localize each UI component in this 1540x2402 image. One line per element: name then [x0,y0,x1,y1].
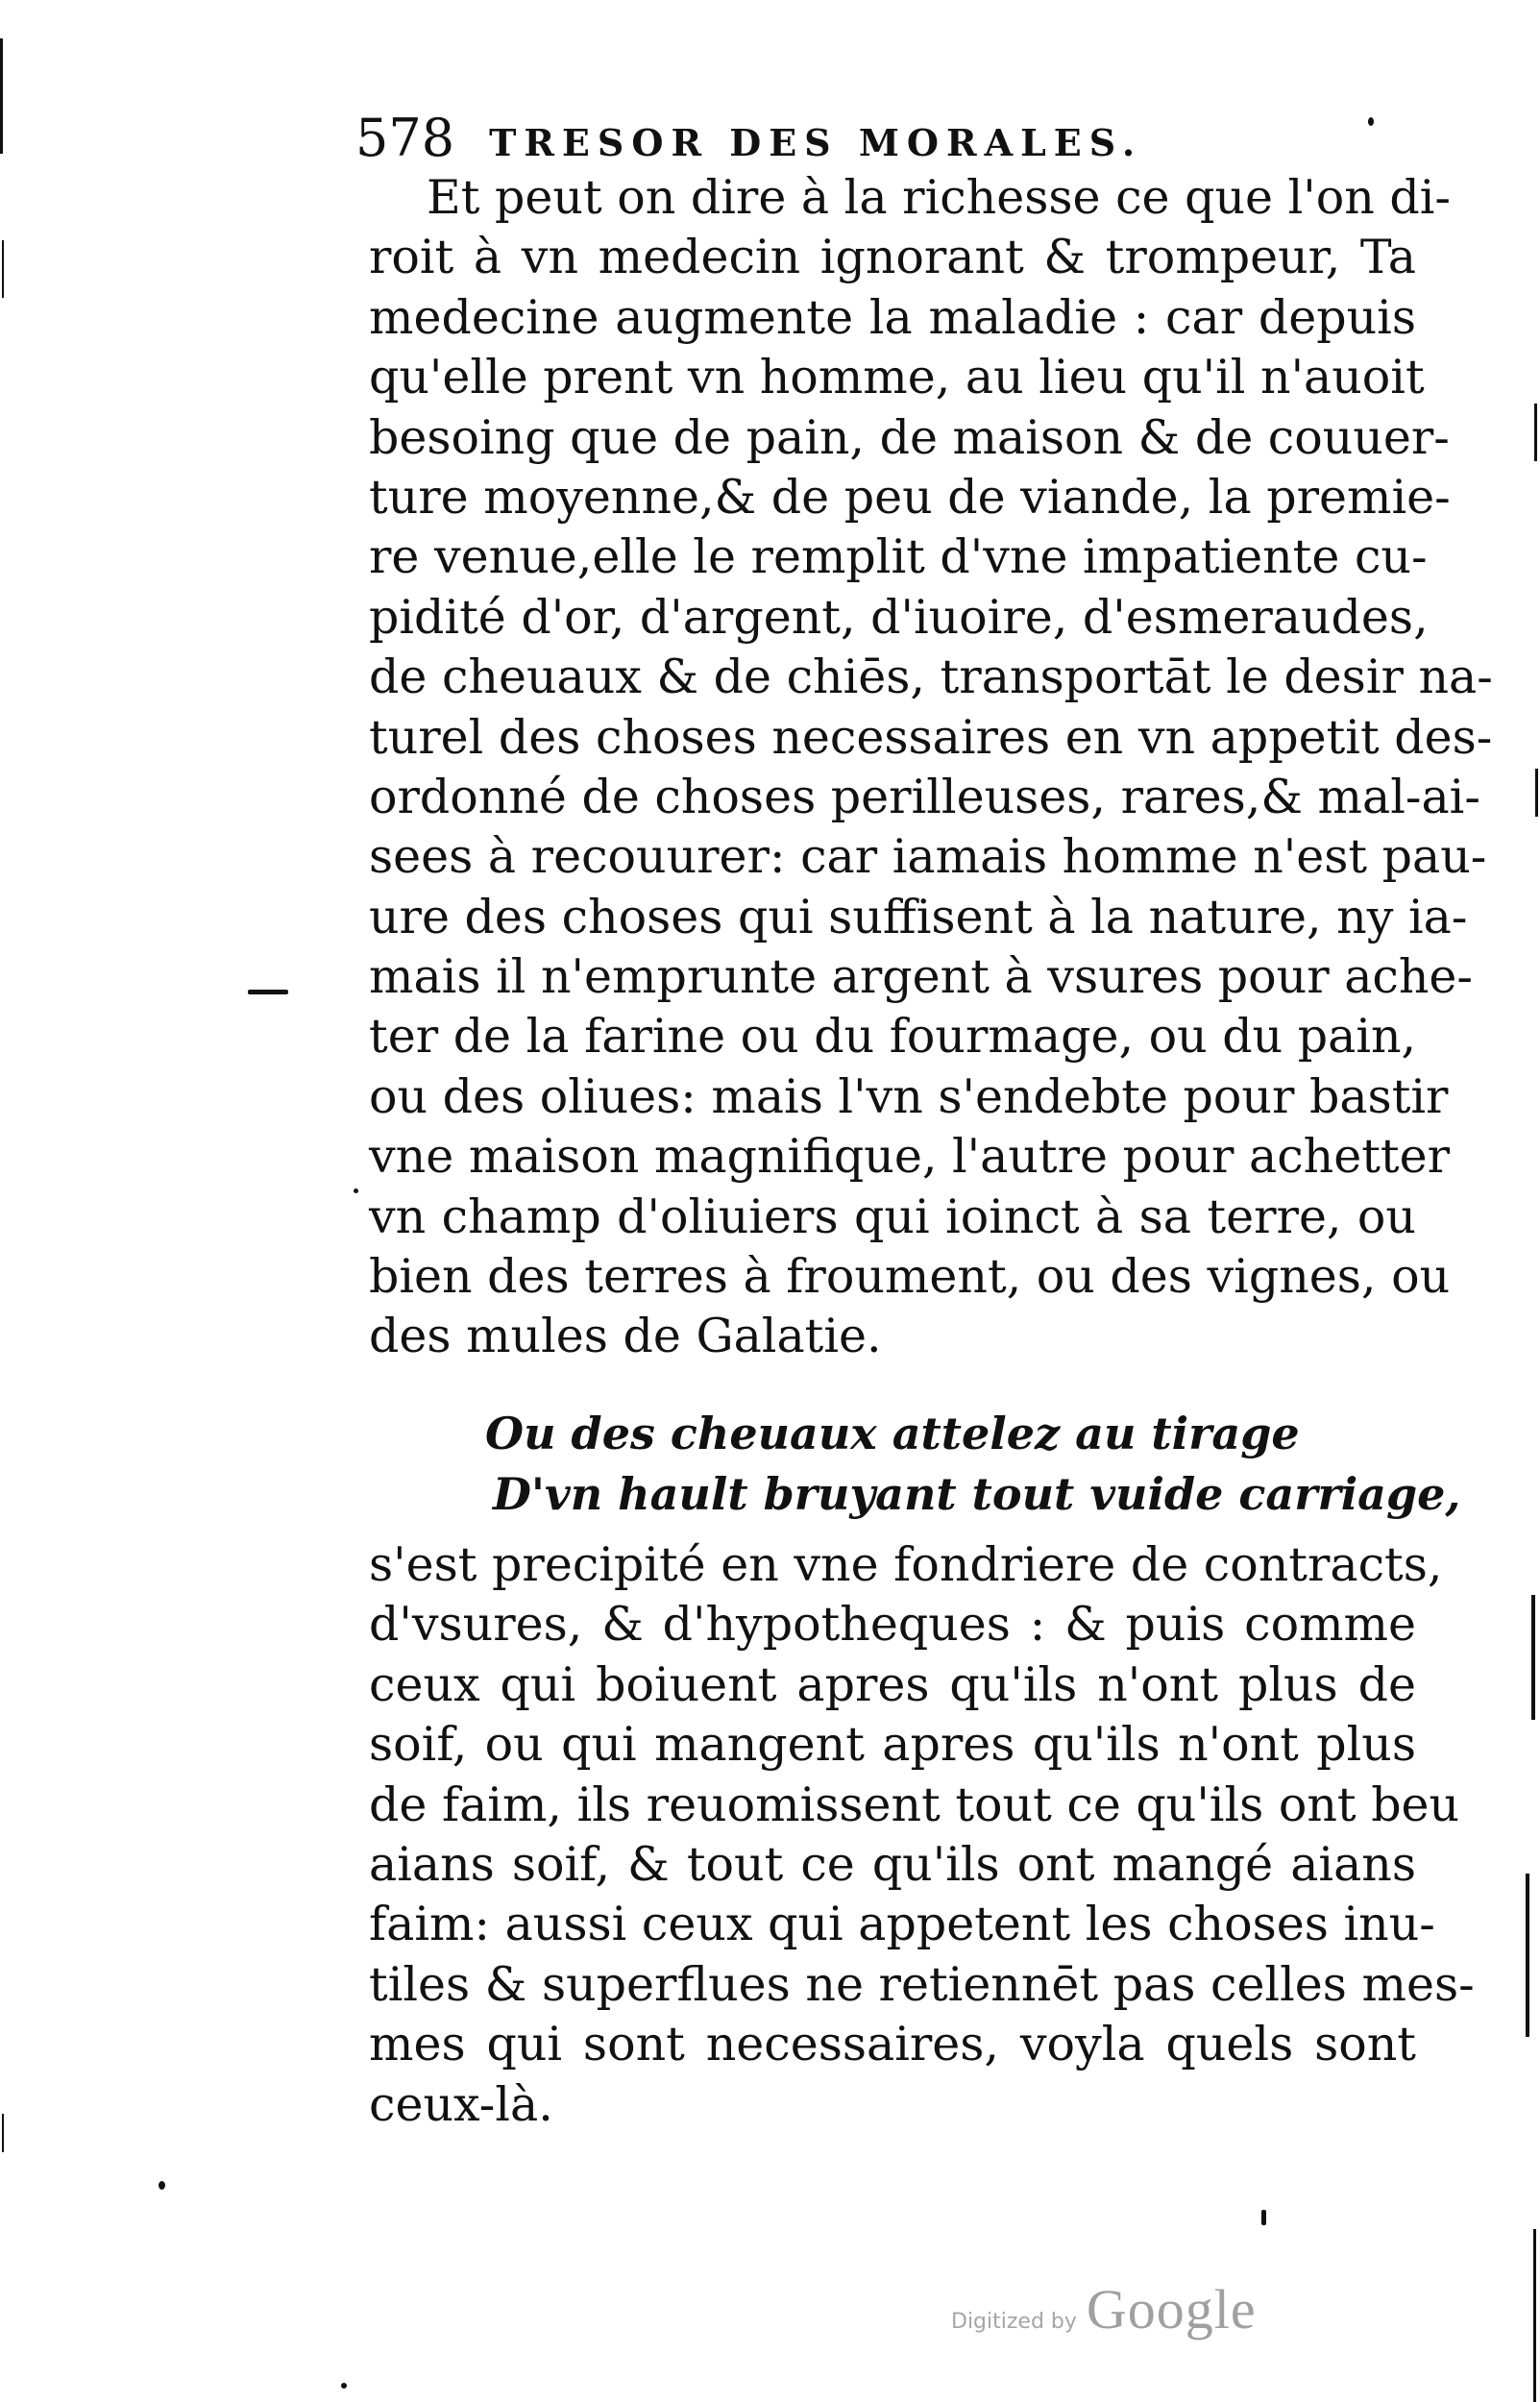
scan-edge-mark [1533,2229,1536,2402]
scan-edge-mark [2,240,4,298]
scan-edge-mark [1534,404,1537,461]
text-line: s'est precipité en vne fondriere de contracts, [369,1537,1443,1592]
watermark-prefix: Digitized by [951,2310,1077,2334]
text-line: ceux qui boiuent apres qu'ils n'ont plus de [369,1656,1416,1712]
scan-edge-mark [2,2114,4,2152]
text-line: bien des terres à froument, ou des vignes, ou [369,1249,1451,1305]
text-line: vn champ d'oliuiers qui ioinct à sa terre, ou [369,1189,1416,1244]
text-line: pidité d'or, d'argent, d'iuoire, d'esmeraudes, [369,589,1429,645]
paragraph-2 [369,1535,1475,2135]
text-line: tiles & superflues ne retiennēt pas celles mes- [369,1956,1475,2012]
verse-line: Ou des cheuaux attelez au tirage [485,1408,1300,1459]
verse-line: D'vn hault bruyant tout vuide carriage, [493,1468,1461,1520]
text-line: ter de la farine ou du fourmage, ou du pain, [369,1009,1417,1065]
digitized-watermark [951,2277,1257,2344]
text-line: mais il n'emprunte argent à vsures pour ache- [369,949,1473,1005]
text-line: ture moyenne,& de peu de viande, la premie- [369,469,1451,525]
text-line: mes qui sont necessaires, voyla quels sont [369,2017,1416,2072]
text-line: de faim, ils reuomissent tout ce qu'ils ont beu [369,1777,1460,1832]
text-line: faim: aussi ceux qui appetent les choses inu- [369,1897,1435,1952]
text-line: besoing que de pain, de maison & de couuer- [369,409,1450,465]
text-line: medecine augmente la maladie : car depuis [369,289,1416,345]
speck-mark [354,1189,358,1193]
scan-edge-mark [1526,1874,1529,2037]
text-line: aians soif, & tout ce qu'ils ont mangé aians [369,1836,1416,1892]
text-line: sees à recouurer: car iamais homme n'est pau- [369,829,1487,885]
text-line: des mules de Galatie. [369,1309,882,1364]
text-line: soif, ou qui mangent apres qu'ils n'ont plus [369,1717,1416,1773]
scan-edge-mark [1535,769,1538,817]
text-line: ceux-là. [369,2076,553,2132]
paragraph-1 [369,168,1493,1367]
verse-quotation [485,1404,1461,1525]
running-title: TRESOR DES MORALES. [489,121,1143,164]
text-line: ou des oliues: mais l'vn s'endebte pour bastir [369,1068,1449,1124]
scan-edge-mark [1531,1595,1535,1720]
text-line: de cheuaux & de chiēs, transportāt le desir na- [369,650,1493,705]
speck-mark [1368,117,1374,126]
page-number: 578 [355,108,455,168]
speck-mark [1261,2210,1266,2225]
speck-mark [159,2181,165,2190]
text-line: re venue,elle le remplit d'vne impatiente cu- [369,529,1428,585]
text-line: turel des choses necessaires en vn appetit des- [369,709,1493,765]
text-line: qu'elle prent vn homme, au lieu qu'il n'auoit [369,350,1425,405]
speck-mark [341,2383,347,2389]
google-logo: Google [1086,2278,1257,2341]
text-line: vne maison magnifique, l'autre pour achetter [369,1129,1451,1185]
running-head [355,108,1249,168]
text-line: ure des choses qui suffisent à la nature, ny ia- [369,889,1468,944]
text-line: roit à vn medecin ignorant & trompeur, Ta [369,230,1416,285]
text-line: Et peut on dire à la richesse ce que l'on di- [427,170,1451,225]
text-line: d'vsures, & d'hypotheques : & puis comme [369,1597,1416,1653]
margin-dash-mark [248,990,288,994]
scan-edge-mark [0,38,3,154]
text-line: ordonné de choses perilleuses, rares,& mal-ai- [369,769,1480,824]
